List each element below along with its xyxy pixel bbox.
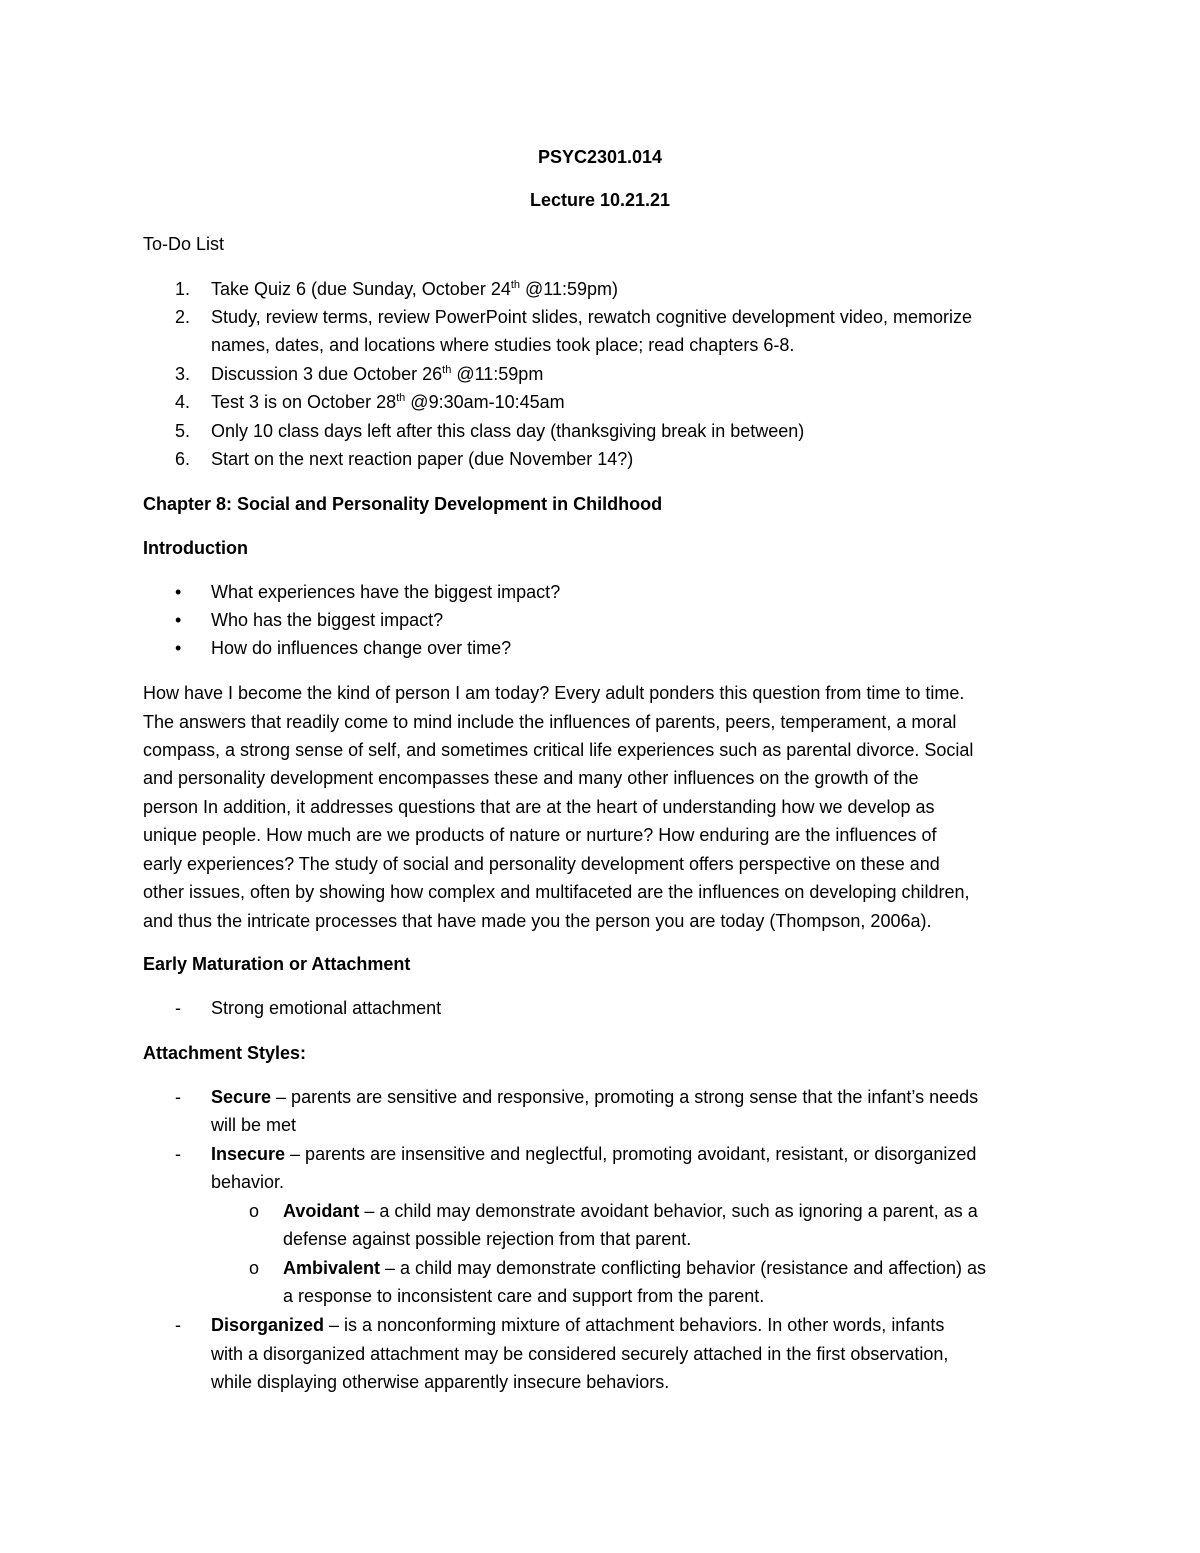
todo-number: 4.: [175, 392, 191, 412]
todo-item-1: Take Quiz 6 (due Sunday, October 24th @11:59pm): [211, 279, 619, 299]
todo-item-2-line1: Study, review terms, review PowerPoint slides, rewatch cognitive development video, memorize: [211, 307, 972, 327]
intro-bullet: Who has the biggest impact?: [211, 610, 444, 630]
todo-number: 6.: [175, 449, 191, 469]
todo-heading: To-Do List: [143, 234, 225, 254]
intro-heading: Introduction: [143, 538, 248, 558]
bullet-icon: •: [175, 638, 182, 658]
todo-number: 5.: [175, 421, 191, 441]
secure-item-line2: will be met: [211, 1115, 297, 1135]
intro-bullet: How do influences change over time?: [211, 638, 512, 658]
early-heading: Early Maturation or Attachment: [143, 954, 411, 974]
paragraph-line: and thus the intricate processes that have made you the person you are today (Thompson, 2006a).: [143, 911, 932, 931]
todo-item-5: Only 10 class days left after this class day (thanksgiving break in between): [211, 421, 805, 441]
bullet-icon: •: [175, 610, 182, 630]
paragraph-line: person In addition, it addresses questions that are at the heart of understanding how we develop as: [143, 797, 935, 817]
dash-marker: -: [175, 1144, 181, 1164]
paragraph-line: early experiences? The study of social and personality development offers perspective on these and: [143, 854, 940, 874]
secure-item: Secure – parents are sensitive and responsive, promoting a strong sense that the infant’s needs: [211, 1087, 979, 1107]
avoidant-item-line2: defense against possible rejection from that parent.: [283, 1229, 692, 1249]
styles-heading: Attachment Styles:: [143, 1043, 307, 1063]
paragraph-line: The answers that readily come to mind include the influences of parents, peers, temperament, a moral: [143, 712, 957, 732]
course-title: PSYC2301.014: [537, 147, 663, 167]
early-item: Strong emotional attachment: [211, 998, 442, 1018]
paragraph-line: and personality development encompasses these and many other influences on the growth of the: [143, 768, 919, 788]
paragraph-line: compass, a strong sense of self, and sometimes critical life experiences such as parental divorce. Social: [143, 740, 974, 760]
insecure-item-line2: behavior.: [211, 1172, 285, 1192]
disorganized-item: Disorganized – is a nonconforming mixture of attachment behaviors. In other words, infants: [211, 1315, 945, 1335]
disorganized-item-line3: while displaying otherwise apparently insecure behaviors.: [211, 1372, 670, 1392]
ambivalent-item-line2: a response to inconsistent care and support from the parent.: [283, 1286, 765, 1306]
todo-item-6: Start on the next reaction paper (due November 14?): [211, 449, 634, 469]
disorganized-item-line2: with a disorganized attachment may be considered securely attached in the first observation,: [211, 1344, 949, 1364]
sub-marker: o: [249, 1258, 260, 1278]
dash-marker: -: [175, 1087, 181, 1107]
dash-marker: -: [175, 1315, 181, 1335]
todo-number: 3.: [175, 364, 191, 384]
todo-number: 1.: [175, 279, 191, 299]
paragraph-line: other issues, often by showing how complex and multifaceted are the influences on developing children,: [143, 882, 970, 902]
avoidant-item: Avoidant – a child may demonstrate avoidant behavior, such as ignoring a parent, as a: [283, 1201, 978, 1221]
todo-item-3: Discussion 3 due October 26th @11:59pm: [211, 364, 544, 384]
insecure-item: Insecure – parents are insensitive and neglectful, promoting avoidant, resistant, or disorganized: [211, 1144, 977, 1164]
chapter-heading: Chapter 8: Social and Personality Development in Childhood: [143, 494, 663, 514]
bullet-icon: •: [175, 582, 182, 602]
intro-bullet: What experiences have the biggest impact?: [211, 582, 561, 602]
dash-marker: -: [175, 998, 181, 1018]
paragraph-line: unique people. How much are we products of nature or nurture? How enduring are the influences of: [143, 825, 937, 845]
sub-marker: o: [249, 1201, 260, 1221]
todo-number: 2.: [175, 307, 191, 327]
todo-item-4: Test 3 is on October 28th @9:30am-10:45am: [211, 392, 565, 412]
ambivalent-item: Ambivalent – a child may demonstrate conflicting behavior (resistance and affection) as: [283, 1258, 987, 1278]
lecture-title: Lecture 10.21.21: [529, 190, 671, 210]
paragraph-line: How have I become the kind of person I am today? Every adult ponders this question from time to time.: [143, 683, 965, 703]
todo-item-2-line2: names, dates, and locations where studies took place; read chapters 6-8.: [211, 335, 795, 355]
